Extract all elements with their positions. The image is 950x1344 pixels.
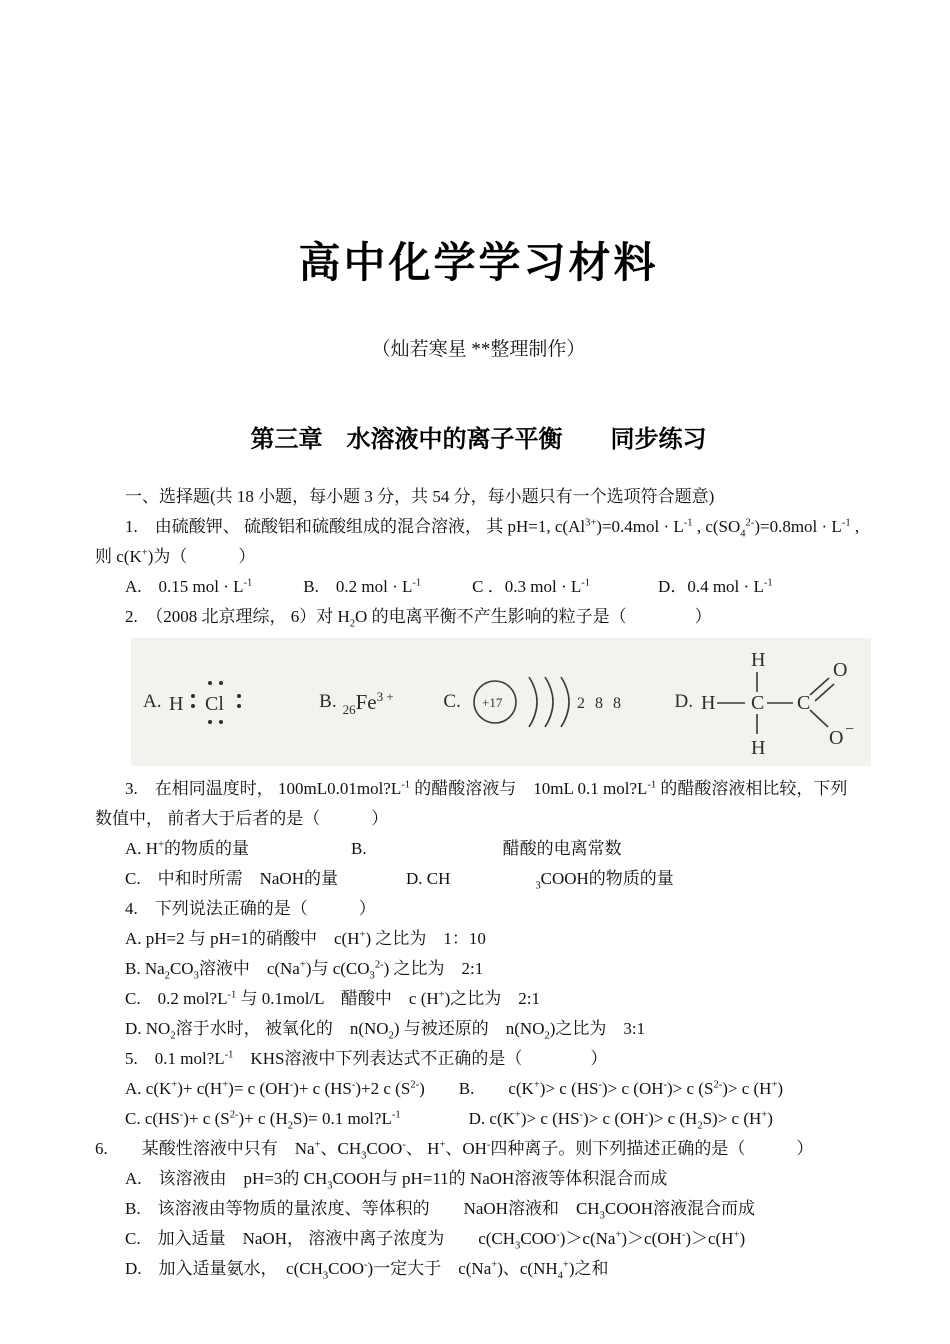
hcl-lewis-structure-diagram: [165, 666, 269, 738]
q2-stem: 2. （2008 北京理综， 6）对 $H_2O$ 的电离平衡不产生影响的粒子是（ ）: [125, 607, 712, 630]
q2-figure-c-label: C.: [443, 691, 461, 712]
q2-figure-c: [443, 665, 624, 739]
single-bond-oxygen-label: O: [828, 727, 844, 749]
q2-figure-d: [675, 646, 859, 758]
q6-option-c: C. 加入适量 NaOH， 溶液中离子浓度为 $c(CH_3COO^-)>c(Na^+)>c(OH^-)>c(H^+)$: [125, 1229, 746, 1252]
doc-subtitle: （灿若寒星 **整理制作）: [371, 339, 586, 360]
q2-figure-a: [143, 666, 269, 738]
top-hydrogen-label: H: [750, 649, 766, 671]
q3-options-ab: A. H+的物质的量 B. 醋酸的电离常数: [125, 839, 622, 858]
central-carbon-label: C: [750, 692, 765, 714]
doc-title: 高中化学学习材料: [298, 241, 659, 287]
q6-option-a: A. 该溶液由 pH=3的 $CH_3COOH$与 pH=11的 NaOH溶液等体积混合而成: [125, 1169, 668, 1192]
oxygen-negative-charge-label: −: [844, 721, 855, 738]
shell-3-electron-count: 8: [612, 695, 621, 712]
nucleus-charge-label: +17: [481, 695, 503, 710]
q4-option-d: D. $NO_2$溶于水时， 被氧化的 $n(NO_2)$ 与被还原的 $n(NO_2)$之比为 3:1: [125, 1019, 646, 1042]
q2-figure-row: [131, 638, 871, 766]
q5-options-cd: C. c(HS-)+ c $(S^{2-})+ c$ $(H_2S)= 0.1$ $mol?L^{-1}$ D. c(K+)> c (HS-)> c (OH-)> c $(H_2S)> c$ (H+): [125, 1109, 773, 1132]
q4-option-c: C. 0.2 $mol?L^{-1}$ 与 0.1mol/L 醋酸中 c (H+)之比为 2:1: [125, 989, 540, 1008]
q6-stem: 6. 某酸性溶液中只有 Na+、$CH_3COO^-$、 H+、OH-四种离子。则下列描述正确的是（ ）: [95, 1139, 814, 1162]
hydrogen-atom-label: H: [169, 693, 184, 715]
double-bond-oxygen-label: O: [832, 659, 848, 681]
q1-stem: 1. 由硫酸钾、 硫酸铝和硫酸组成的混合溶液， 其 pH=1, $c(Al^{3+})=0.4mol \cdot L^{-1}$ , $c(SO_4^{2-})=0.8mol \cdot L^{-1}$ , 则 c(K+)为（ ）: [95, 517, 860, 566]
q6-option-d: D. 加入适量氨水， $c(CH_3COO^-)$一定大于 c(Na+)、$c(NH_4^+)$之和: [125, 1259, 609, 1282]
q2-figure-b-label: B.: [319, 691, 337, 712]
chlorine-atomic-structure-diagram: [465, 665, 625, 739]
q4-option-a: A. pH=2 与 pH=1的硝酸中 c(H+) 之比为 1：10: [125, 929, 486, 948]
q2-figure-a-label: A.: [143, 691, 162, 712]
q5-stem: 5. 0.1 $mol?L^{-1}$ KHS溶液中下列表达式不正确的是（ ）: [125, 1049, 608, 1068]
q6-option-b: B. 该溶液由等物质的量浓度、等体积的 NaOH溶液和 $CH_3COOH$溶液混合而成: [125, 1199, 756, 1222]
q4-stem: 4. 下列说法正确的是（ ）: [125, 899, 376, 918]
shell-2-electron-count: 8: [594, 695, 603, 712]
shell-1-electron-count: 2: [576, 695, 585, 712]
acetate-structural-formula-diagram: [697, 646, 859, 758]
q2-figure-b: [319, 687, 394, 717]
q2-figure-d-label: D.: [674, 691, 693, 712]
q3-options-cd: C. 中和时所需 NaOH的量 D. CH $_3$COOH的物质的量: [125, 869, 674, 892]
q1-options: A. 0.15 mol · $L^{-1}$ B. 0.2 mol · $L^{-1}$ C ．0.3 mol · $L^{-1}$ D．0.4 mol · $L^{-1}$: [125, 577, 773, 596]
left-hydrogen-label: H: [700, 692, 716, 714]
q4-option-b: B. $Na_2CO_3$溶液中 c(Na+)与 $c(CO_3^{2-})$ 之比为 2:1: [125, 959, 484, 982]
chlorine-atom-label: Cl: [205, 693, 225, 715]
question-body: [95, 482, 862, 1284]
q5-options-ab: A. c(K+)+ c(H+)= c (OH-)+ c (HS-)+2 c $(S^{2-})$ B. c(K+)> c (HS-)> c (OH-)> c $(S^{2-})> c$ (H+): [125, 1079, 784, 1098]
chapter-title: 第三章 水溶液中的离子平衡 同步练习: [250, 427, 707, 453]
iron-ion-notation: $_{26}Fe^{3 +}$: [342, 689, 394, 718]
bottom-hydrogen-label: H: [750, 737, 766, 758]
q3-stem: 3. 在相同温度时， $100mL0.01mol?L^{-1}$ 的醋酸溶液与 10mL 0.1 $mol?L^{-1}$ 的醋酸溶液相比较，下列数值中， 前者大于后者的是（ ）: [95, 779, 848, 828]
carboxyl-carbon-label: C: [796, 692, 811, 714]
section-intro: 一、选择题(共 18 小题，每小题 3 分，共 54 分，每小题只有一个选项符合题意): [125, 487, 715, 506]
